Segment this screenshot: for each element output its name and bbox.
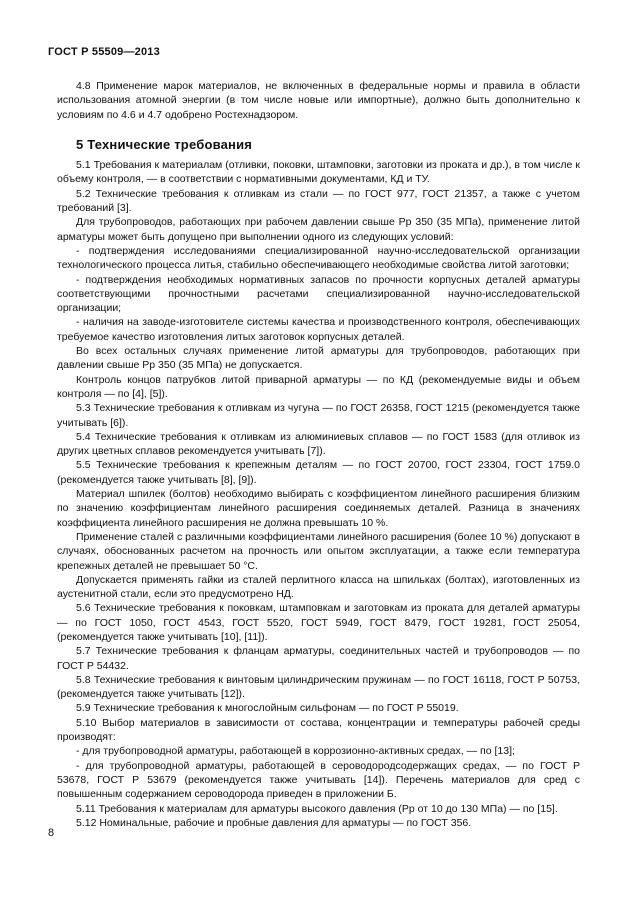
paragraph: Контроль концов патрубков литой приварной арматуры — по КД (рекомендуемые виды и объем контроля — по [4], [5]). bbox=[57, 373, 580, 400]
paragraph: Допускается применять гайки из сталей перлитного класса на шпильках (болтах), изготовленных из аустенитной стали, если это предусмотрено НД. bbox=[57, 573, 580, 601]
list-item: - для трубопроводной арматуры, работающей в коррозионно-активных средах, — по [13]; bbox=[76, 745, 515, 758]
paragraph: 5.7 Технические требования к фланцам арматуры, соединительных частей и трубопроводов — по ГОСТ Р 54432. bbox=[57, 645, 580, 672]
paragraph: 5.1 Требования к материалам (отливки, поковки, штамповки, заготовки из проката и др.), в том числе к объему контроля, — в соответствии с нормативными документами, КД и ТУ. bbox=[57, 159, 580, 186]
page-number: 8 bbox=[48, 827, 55, 839]
list-item: - для трубопроводной арматуры, работающей в сероводородсодержащих средах, — по ГОСТ Р 53678, ГОСТ Р 53679 (рекомендуется также учитывать [14]). Перечень материалов для сред с повышенным содержанием сероводорода приведен в приложении Б. bbox=[57, 759, 580, 801]
paragraph: Применение сталей с различными коэффициентами линейного расширения (более 10 %) допускают в случаях, обоснованных расчетом на прочность или опытом эксплуатации, а также если температура крепежных деталей не превышает 50 °С. bbox=[57, 530, 580, 572]
document-header: ГОСТ Р 55509—2013 bbox=[48, 46, 160, 58]
paragraph: Для трубопроводов, работающих при рабочем давлении свыше Рр 350 (35 МПа), применение литой арматуры может быть допущено при выполнении одного из следующих условий: bbox=[57, 216, 580, 243]
list-item: - подтверждения необходимых нормативных запасов по прочности корпусных деталей арматуры соответствующими прочностными расчетами специализированной научно-исследовательской организации; bbox=[57, 273, 580, 315]
list-item: - подтверждения исследованиями специализированной научно-исследовательской организации технологического процесса литья, стабильно обеспечивающего необходимые свойства литой заготовки; bbox=[57, 244, 580, 272]
paragraph: Материал шпилек (болтов) необходимо выбирать с коэффициентом линейного расширения близким по значению коэффициентам линейного расширения соединяемых деталей. Разница в значениях коэффициента линейного расширения не должна превышать 10 %. bbox=[57, 488, 580, 529]
paragraph: 5.5 Технические требования к крепежным деталям — по ГОСТ 20700, ГОСТ 23304, ГОСТ 1759.0 (рекомендуется также учитывать [8], [9]). bbox=[57, 459, 580, 486]
paragraph: 5.11 Требования к материалам для арматуры высокого давления (Рр от 10 до 130 МПа) — по [15]. bbox=[76, 802, 558, 815]
list-item: - наличия на заводе-изготовителе системы качества и производственного контроля, обеспечивающих требуемое качество изготовления литых заготовок корпусных деталей. bbox=[57, 316, 580, 343]
paragraph-4-8: 4.8 Применение марок материалов, не включенных в федеральные нормы и правила в области использования атомной энергии (в том числе новые или импортные), должно быть дополнительно к условиям по 4.6 и 4.7 одобрено Ростехнадзором. bbox=[57, 80, 580, 121]
paragraph: Во всех остальных случаях применение литой арматуры для трубопроводов, работающих при давлении свыше Рр 350 (35 МПа) не допускается. bbox=[57, 345, 580, 372]
paragraph: 5.3 Технические требования к отливкам из чугуна — по ГОСТ 26358, ГОСТ 1215 (рекомендуется также учитывать [6]). bbox=[57, 402, 580, 429]
paragraph: 5.12 Номинальные, рабочие и пробные давления для арматуры — по ГОСТ 356. bbox=[76, 816, 472, 829]
paragraph: 5.9 Технические требования к многослойным сильфонам — по ГОСТ Р 55019. bbox=[76, 702, 459, 715]
section-title: 5 Технические требования bbox=[76, 136, 253, 152]
paragraph: 5.10 Выбор материалов в зависимости от состава, концентрации и температуры рабочей среды производят: bbox=[57, 716, 580, 744]
document-body bbox=[57, 79, 580, 830]
paragraph: 5.2 Технические требования к отливкам из стали — по ГОСТ 977, ГОСТ 21357, а также с учетом требований [3]. bbox=[57, 187, 580, 215]
paragraph: 5.4 Технические требования к отливкам из алюминиевых сплавов — по ГОСТ 1583 (для отливок из других цветных сплавов рекомендуется учитывать [7]). bbox=[57, 430, 580, 458]
paragraph: 5.6 Технические требования к поковкам, штамповкам и заготовкам из проката для деталей арматуры — по ГОСТ 1050, ГОСТ 4543, ГОСТ 5520, ГОСТ 5949, ГОСТ 8479, ГОСТ 19281, ГОСТ 25054, (рекомендуется также учитывать [10], [11]). bbox=[57, 602, 580, 643]
paragraph: 5.8 Технические требования к винтовым цилиндрическим пружинам — по ГОСТ 16118, ГОСТ Р 50753, (рекомендуется также учитывать [12]). bbox=[57, 673, 580, 701]
